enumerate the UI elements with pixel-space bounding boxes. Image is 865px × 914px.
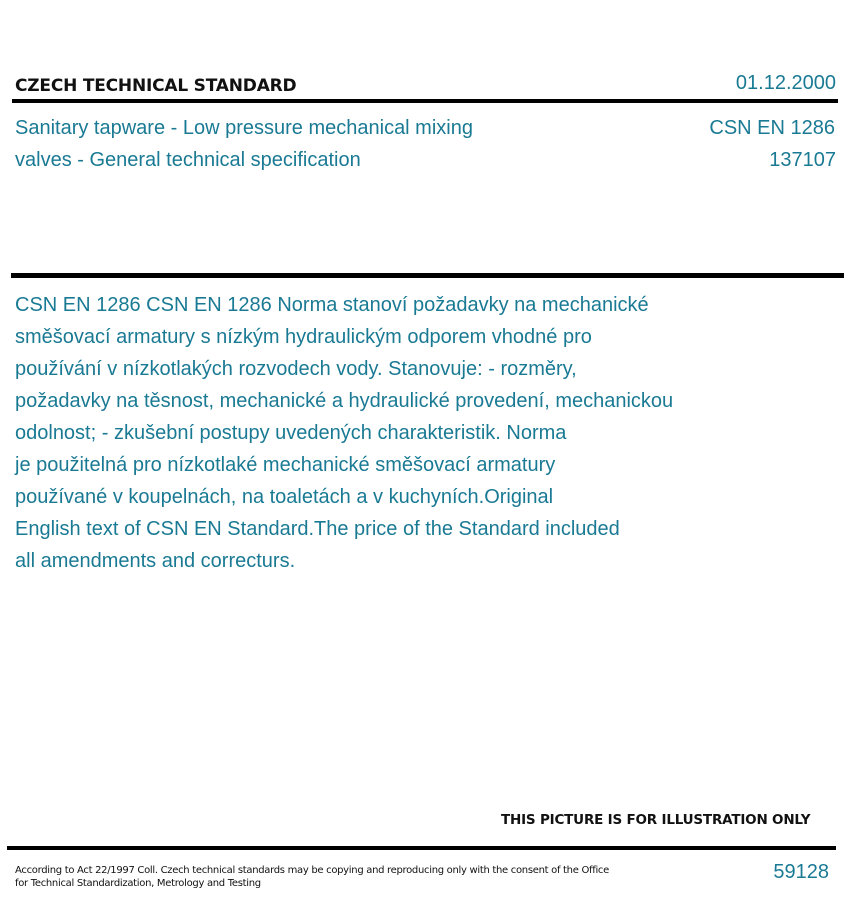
legal-notice: [15, 864, 615, 890]
standard-code: CSN EN 1286: [709, 117, 835, 139]
header-divider: [12, 99, 838, 103]
standard-description: CSN EN 1286 CSN EN 1286 Norma stanoví požadavky na mechanické směšovací armatury s nízkým hydraulickým odporem vhodné pro používání v nízkotlakých rozvodech vody. Stanovuje: - rozměry, požadavky na těsnost, mechanické a hydraulické provedení, mechanickou odolnost; - zkušební postupy uvedených charakteristik. Norma je použitelná pro nízkotlaké mechanické směšovací armatury používané v koupelnách, na toaletách a v kuchyních.Original English text of CSN EN Standard.The price of the Standard included all amendments and correcturs.: [15, 294, 674, 572]
standard-title-line-1: Sanitary tapware - Low pressure mechanical mixing: [15, 117, 473, 139]
footer-divider: [7, 846, 836, 850]
standard-title-line-2: valves - General technical specification: [15, 149, 361, 171]
catalog-number: 59128: [773, 861, 829, 883]
classification-number: 137107: [769, 149, 836, 171]
illustration-disclaimer: THIS PICTURE IS FOR ILLUSTRATION ONLY: [501, 812, 811, 828]
document-type-label: CZECH TECHNICAL STANDARD: [15, 76, 297, 96]
legal-notice-line-1: According to Act 22/1997 Coll. Czech technical standards may be copying and reproducing only with the consent of the Office: [15, 865, 609, 876]
publication-date: 01.12.2000: [735, 72, 836, 94]
title-divider: [11, 273, 844, 278]
legal-notice-line-2: for Technical Standardization, Metrology and Testing: [15, 878, 261, 889]
